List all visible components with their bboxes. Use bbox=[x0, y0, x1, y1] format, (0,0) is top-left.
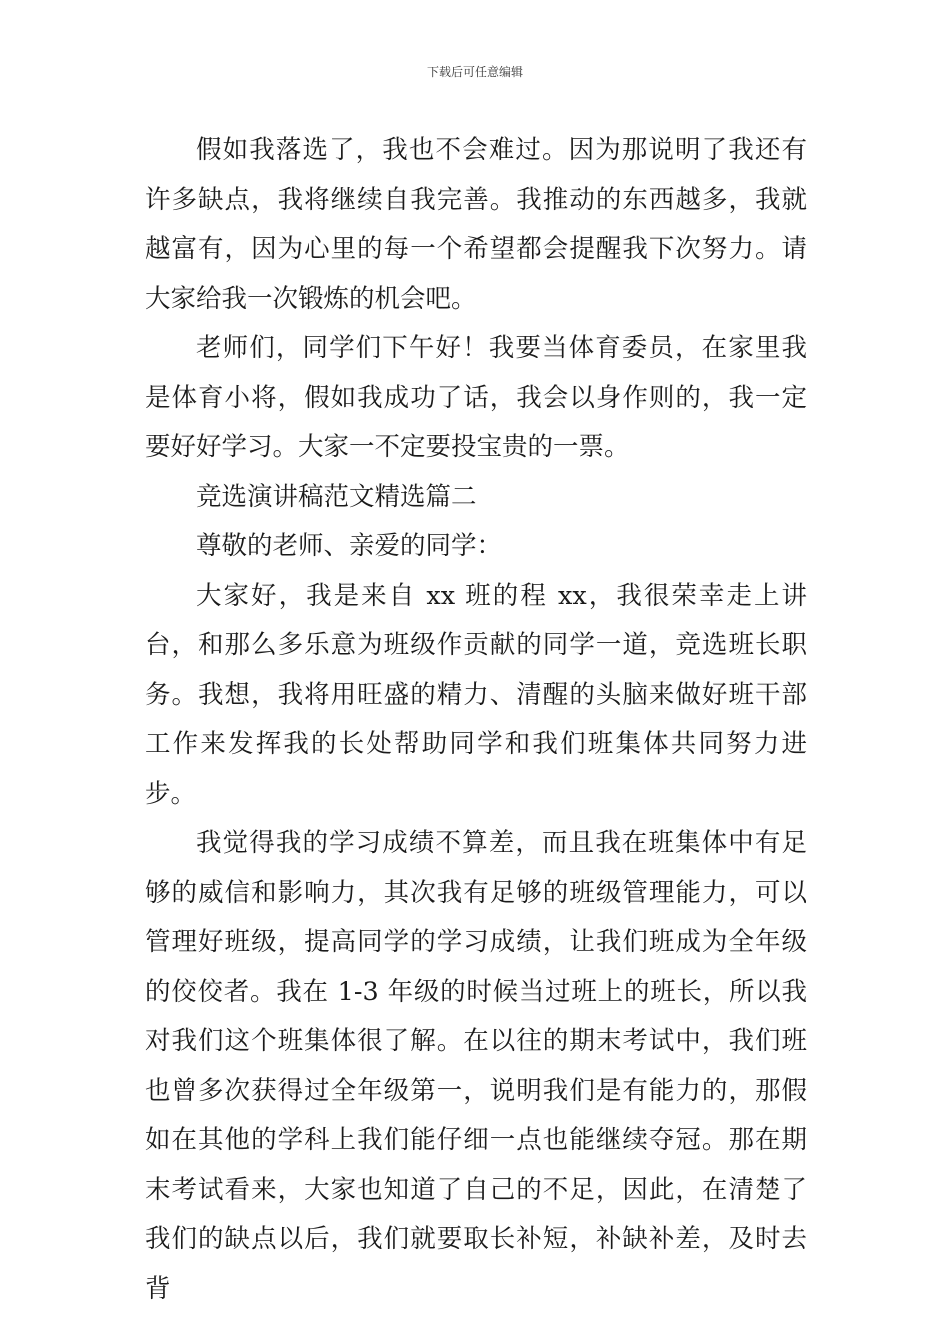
paragraph-1: 假如我落选了，我也不会难过。因为那说明了我还有许多缺点，我将继续自我完善。我推动的东西越多，我就越富有，因为心里的每一个希望都会提醒我下次努力。请大家给我一次锻炼的机会吧。 bbox=[145, 135, 807, 314]
page-header: 下载后可任意编辑 bbox=[426, 65, 523, 79]
paragraph-4: 我觉得我的学习成绩不算差，而且我在班集体中有足够的威信和影响力，其次我有足够的班级管理能力，可以管理好班级，提高同学的学习成绩，让我们班成为全年级的佼佼者。我在 1-3 年级的时候当过班上的班长，所以我对我们这个班集体很了解。在以往的期末考试中，我们班也曾多次获得过全年级第一，说明我们是有能力的，那假如在其他的学科上我们能仔细一点也能继续夺冠。那在期末考试看来，大家也知道了自己的不足，因此，在清楚了我们的缺点以后，我们就要取长补短，补缺补差，及时去背 bbox=[145, 828, 807, 1304]
section-title: 竞选演讲稿范文精选篇二 bbox=[196, 481, 477, 512]
paragraph-3: 大家好，我是来自 xx 班的程 xx，我很荣幸走上讲台，和那么多乐意为班级作贡献的同学一道，竞选班长职务。我想，我将用旺盛的精力、清醒的头脑来做好班干部工作来发挥我的长处帮助同学和我们班集体共同努力进步。 bbox=[145, 580, 807, 809]
document-body bbox=[145, 126, 807, 1314]
salutation: 尊敬的老师、亲爱的同学： bbox=[196, 531, 503, 561]
paragraph-2: 老师们，同学们下午好！我要当体育委员，在家里我是体育小将，假如我成功了话，我会以身作则的，我一定要好好学习。大家一不定要投宝贵的一票。 bbox=[145, 333, 807, 462]
